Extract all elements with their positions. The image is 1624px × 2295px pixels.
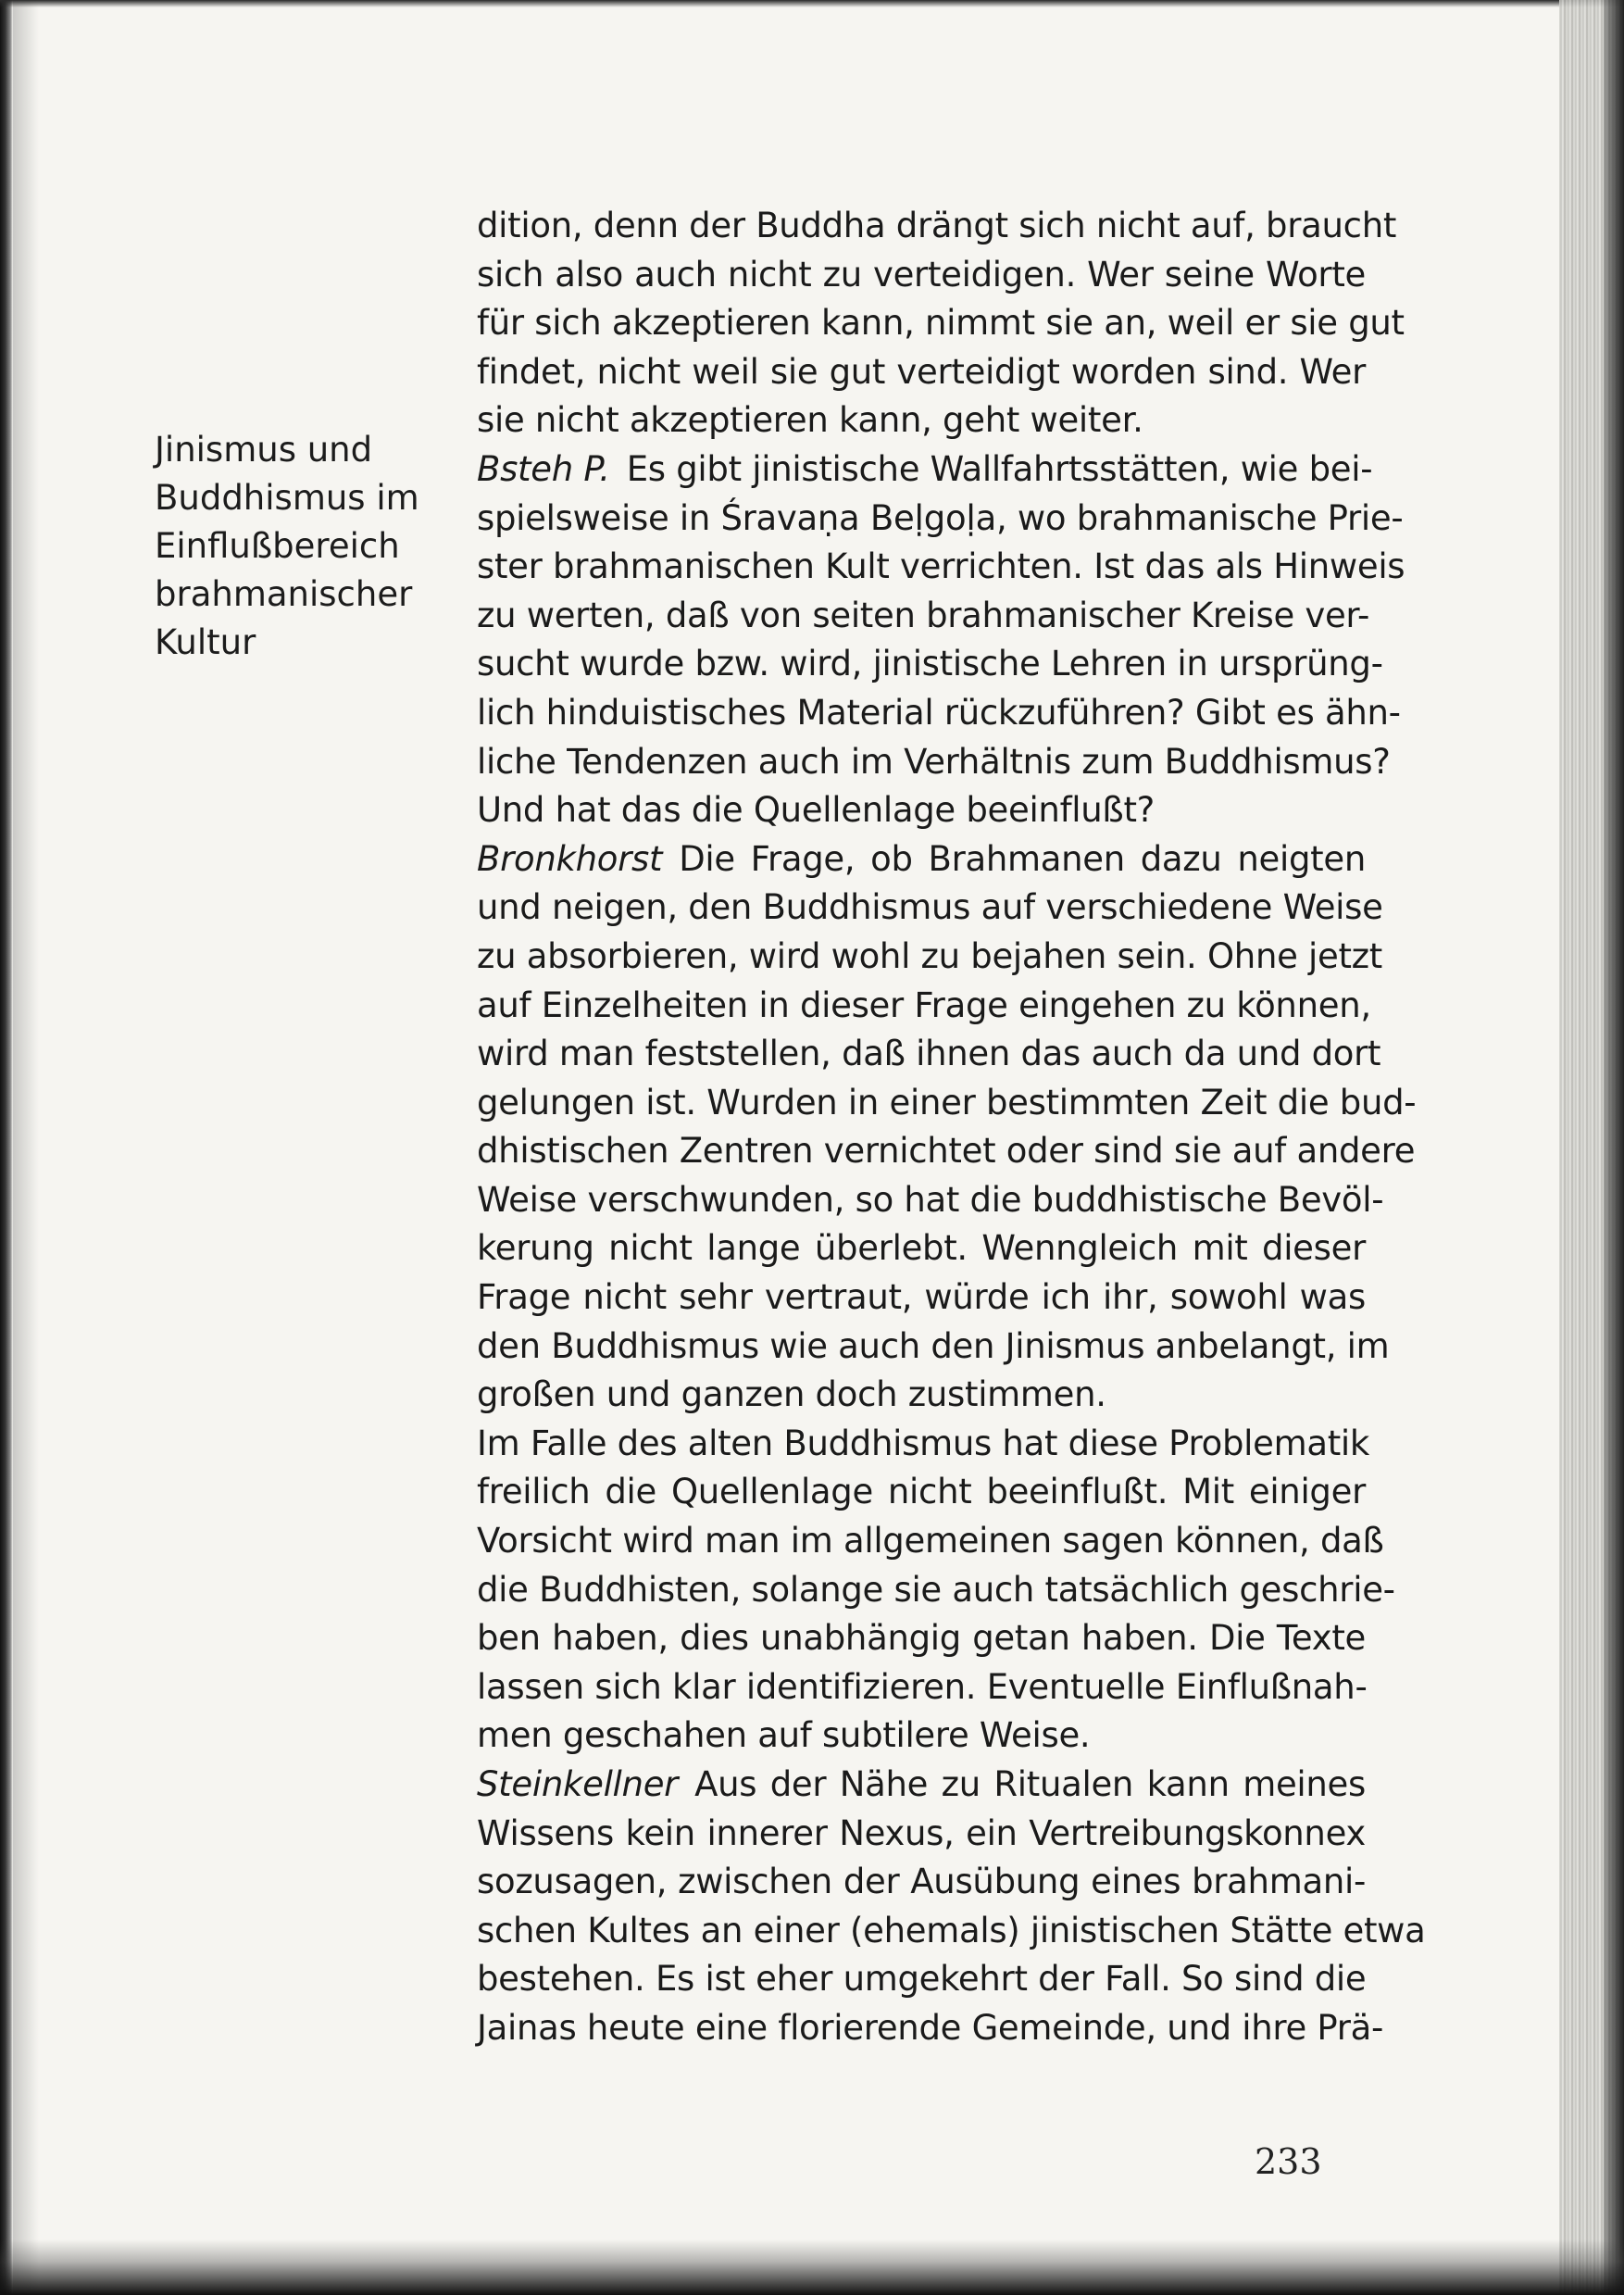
page-edge-left-shadow [13, 0, 39, 2295]
text-line: kerung nicht lange überlebt. Wenngleich mit dieser [477, 1228, 1366, 1269]
margin-note-line: Kultur [155, 622, 256, 662]
text-line-content: Es gibt jinistische Wallfahrtsstätten, wie bei- [626, 448, 1373, 489]
text-line: großen und ganzen doch zustimmen. [477, 1374, 1106, 1415]
text-line-content: Die Frage, ob Brahmanen dazu neigten [679, 838, 1366, 879]
text-line: Wissens kein innerer Nexus, ein Vertreibungskonnex [477, 1812, 1366, 1853]
margin-note-line: Einflußbereich [155, 526, 400, 566]
page-edge-right [1604, 0, 1624, 2295]
page-edge-left [0, 0, 13, 2295]
text-line: Und hat das die Quellenlage beeinflußt? [477, 790, 1155, 831]
text-line: zu absorbieren, wird wohl zu bejahen sein. Ohne jetzt [477, 935, 1383, 976]
text-line [477, 835, 1366, 884]
text-line: freilich die Quellenlage nicht beeinflußt. Mit einiger [477, 1472, 1366, 1512]
text-line: spielsweise in Śravaṇa Beḷgoḷa, wo brahmanische Prie- [477, 497, 1404, 538]
text-line: findet, nicht weil sie gut verteidigt worden sind. Wer [477, 351, 1366, 392]
text-line [477, 1761, 1366, 1810]
text-line: dition, denn der Buddha drängt sich nicht auf, braucht [477, 206, 1397, 245]
text-line: Frage nicht sehr vertraut, würde ich ihr, sowohl was [477, 1277, 1366, 1318]
speaker-name: Steinkellner [477, 1764, 679, 1804]
text-line: schen Kultes an einer (ehemals) jinistischen Stätte etwa [477, 1910, 1426, 1950]
page-number: 233 [1255, 2141, 1322, 2182]
page-edge-top [0, 0, 1624, 7]
text-line: sozusagen, zwischen der Ausübung eines brahmani- [477, 1862, 1366, 1902]
text-line: auf Einzelheiten in dieser Frage eingehen zu können, [477, 984, 1371, 1025]
text-line: wird man feststellen, daß ihnen das auch da und dort [477, 1034, 1381, 1074]
body-text [477, 202, 1426, 2053]
text-line: sich also auch nicht zu verteidigen. Wer seine Worte [477, 254, 1366, 295]
text-line: für sich akzeptieren kann, nimmt sie an, weil er sie gut [477, 303, 1405, 344]
text-line: und neigen, den Buddhismus auf verschiedene Weise [477, 887, 1383, 928]
margin-note-line: Buddhismus im [155, 478, 419, 518]
text-line: men geschahen auf subtilere Weise. [477, 1715, 1091, 1756]
text-line: sie nicht akzeptieren kann, geht weiter. [477, 400, 1143, 441]
text-line: den Buddhismus wie auch den Jinismus anbelangt, im [477, 1325, 1390, 1366]
margin-note-line: brahmanischer [155, 574, 413, 614]
margin-note [155, 426, 432, 667]
margin-note-line: Jinismus und [155, 430, 373, 470]
text-line: gelungen ist. Wurden in einer bestimmten Zeit die bud- [477, 1082, 1417, 1122]
text-line: lich hinduistisches Material rückzuführen? Gibt es ähn- [477, 692, 1401, 733]
text-line: Weise verschwunden, so hat die buddhistische Bevöl- [477, 1179, 1384, 1220]
text-line: Jainas heute eine florierende Gemeinde, und ihre Prä- [477, 2007, 1384, 2048]
text-line: die Buddhisten, solange sie auch tatsächlich geschrie- [477, 1569, 1395, 1610]
text-line: Im Falle des alten Buddhismus hat diese Problematik [477, 1423, 1370, 1463]
text-line: lassen sich klar identifizieren. Eventuelle Einflußnah- [477, 1666, 1368, 1707]
text-line [477, 445, 1373, 495]
speaker-name: Bsteh P. [477, 448, 610, 489]
text-line: liche Tendenzen auch im Verhältnis zum Buddhismus? [477, 741, 1391, 782]
text-line: Vorsicht wird man im allgemeinen sagen können, daß [477, 1521, 1384, 1561]
text-line: ster brahmanischen Kult verrichten. Ist das als Hinweis [477, 546, 1405, 587]
text-line: bestehen. Es ist eher umgekehrt der Fall. So sind die [477, 1959, 1367, 2000]
speaker-name: Bronkhorst [477, 838, 663, 879]
text-line: dhistischen Zentren vernichtet oder sind sie auf andere [477, 1131, 1416, 1172]
text-line: ben haben, dies unabhängig getan haben. Die Texte [477, 1618, 1366, 1659]
text-line: sucht wurde bzw. wird, jinistische Lehren in ursprüng- [477, 644, 1383, 684]
page-edge-bottom [0, 2239, 1624, 2295]
text-line-content: Aus der Nähe zu Ritualen kann meines [694, 1764, 1366, 1804]
text-line: zu werten, daß von seiten brahmanischer Kreise ver- [477, 595, 1370, 635]
